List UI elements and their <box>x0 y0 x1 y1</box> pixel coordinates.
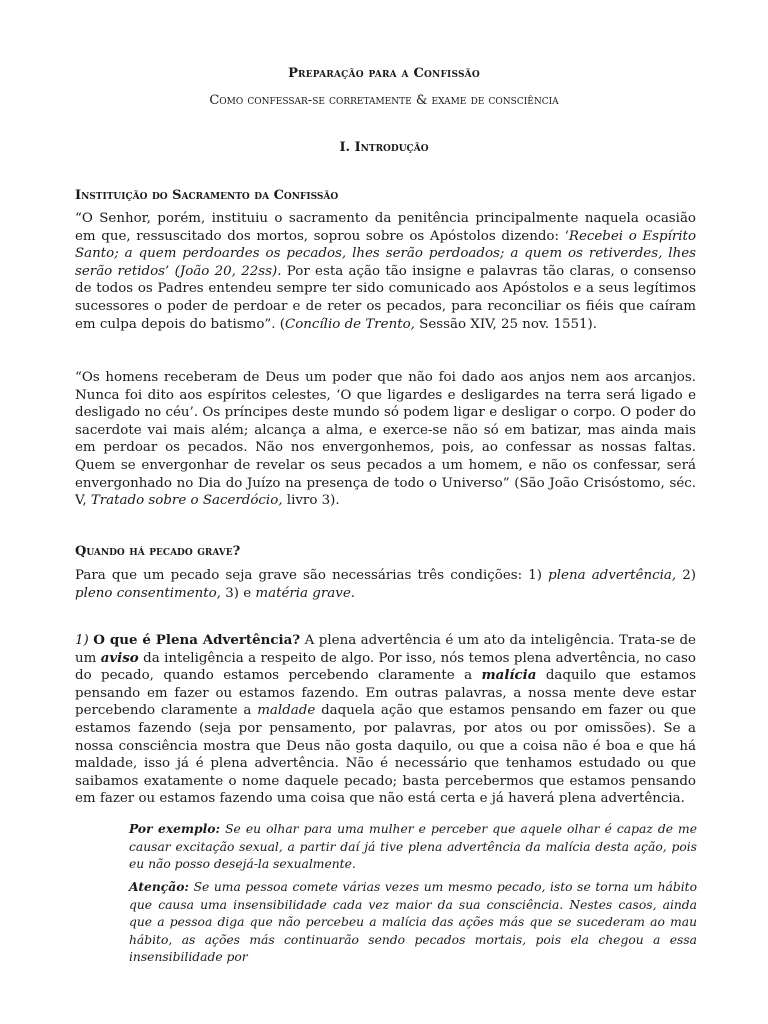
para4-question: O que é Plena Advertência? <box>93 632 301 648</box>
heading-grave-sin: Quando há pecado grave? <box>75 544 241 559</box>
note-example <box>129 820 697 874</box>
para4-aviso: aviso <box>100 649 139 666</box>
para3-text-c: 3) e <box>220 585 256 601</box>
note2-label: Atenção: <box>129 879 189 894</box>
paragraph-conditions <box>75 567 696 602</box>
note2-text: Se uma pessoa comete várias vezes um mesmo pecado, isto se torna um hábito que causa uma insensibilidade cada vez maior da sua consciência. Nestes casos, ainda que a pessoa diga que não percebeu a malícia das ações más que se sucederam ao mau hábito, as ações más continuarão sendo pecados mortais, pois ela chegou a essa insensibilidade por <box>129 880 697 964</box>
document-subtitle: Como confessar-se corretamente & exame de consciência <box>209 93 559 108</box>
para3-condition-2: pleno consentimento, <box>75 585 221 601</box>
para4-text-c: daquilo que estamos pensando em fazer ou estamos fazendo. Em outras palavras, a nossa mente deve estar percebendo claramente a <box>75 668 696 719</box>
note1-label: Por exemplo: <box>129 821 221 836</box>
paragraph-institution <box>75 210 696 333</box>
paragraph-full-advertence <box>75 632 696 808</box>
note-attention <box>129 878 697 967</box>
para3-text-a: Para que um pecado seja grave são necessárias três condições: 1) <box>75 568 549 583</box>
para3-text-b: 2) <box>676 568 696 583</box>
para4-number: 1) <box>75 633 89 648</box>
para2-source: Tratado sobre o Sacerdócio, <box>90 493 283 509</box>
para4-maldade: maldade <box>257 703 316 719</box>
para1-source: Concílio de Trento, <box>284 316 415 332</box>
paragraph-chrysostom <box>75 369 696 510</box>
para3-condition-1: plena advertência, <box>548 568 677 583</box>
document-title: Preparação para a Confissão <box>288 66 480 81</box>
note1-text: Se eu olhar para uma mulher e perceber que aquele olhar é capaz de me causar excitação sexual, a partir daí já tive plena advertência da malícia desta ação, pois eu não posso desejá-la sexualmente. <box>129 822 697 871</box>
para3-condition-3: matéria grave <box>255 585 351 601</box>
para4-text-b: da inteligência a respeito de algo. Por isso, nós temos plena advertência, no caso do pecado, quando estamos percebendo claramente a <box>75 650 696 684</box>
para2-text-a: “Os homens receberam de Deus um poder que não foi dado aos anjos nem aos arcanjos. Nunca foi dito aos espíritos celestes, ‘O que ligardes e desligardes na terra será ligado e desligado no céu’. Os príncipes deste mundo só podem ligar e desligar o corpo. O poder do sacerdote vai mais além; alcança a alma, e exerce-se não só em batizar, mas ainda mais em perdoar os pecados. Não nos envergonhemos, pois, ao confessar as nossas faltas. Quem se envergonhar de revelar os seus pecados a um homem, e não os confessar, será envergonhado no Dia do Juízo na presença de todo o Universo” (São João Crisóstomo, séc. V, <box>75 370 696 509</box>
para4-text-d: daquela ação que estamos pensando em fazer ou que estamos fazendo (seja por pensamento, por palavras, por atos ou por omissões). Se a nossa consciência mostra que Deus não gosta daquilo, ou que a coisa não é boa e que há maldade, isso já é plena advertência. Não é necessário que tenhamos estudado ou que saibamos exatamente o nome daquele pecado; basta percebermos que estamos pensando em fazer ou estamos fazendo uma coisa que não está certa e já haverá plena advertência. <box>75 703 696 807</box>
para1-text-a: “O Senhor, porém, instituiu o sacramento da penitência principalmente naquela ocasião em que, ressuscitado dos mortos, soprou sobre os Apóstolos dizendo: ‘ <box>75 211 696 244</box>
para1-quote: Recebei o Espírito Santo; a quem perdoardes os pecados, lhes serão perdoados; a quem os retiverdes, lhes serão retidos’ (João 20, 22ss). <box>75 228 697 279</box>
heading-institution: Instituição do Sacramento da Confissão <box>75 188 339 203</box>
para1-text-c: Sessão XIV, 25 nov. 1551). <box>414 316 597 332</box>
para1-text-b: Por esta ação tão insigne e palavras tão claras, o consenso de todos os Padres entendeu sempre ter sido comunicado aos Apóstolos e a seus legítimos sucessores o poder de perdoar e de reter os pecados, para reconciliar os fiéis que caíram em culpa depois do batismo”. ( <box>75 263 697 332</box>
section-title: I. Introdução <box>339 140 429 155</box>
para4-text-a: A plena advertência é um ato da inteligência. Trata-se de um <box>75 633 696 666</box>
para4-malicia: malícia <box>481 667 537 684</box>
para2-text-b: livro 3). <box>282 493 340 509</box>
para3-text-d: . <box>350 585 356 601</box>
